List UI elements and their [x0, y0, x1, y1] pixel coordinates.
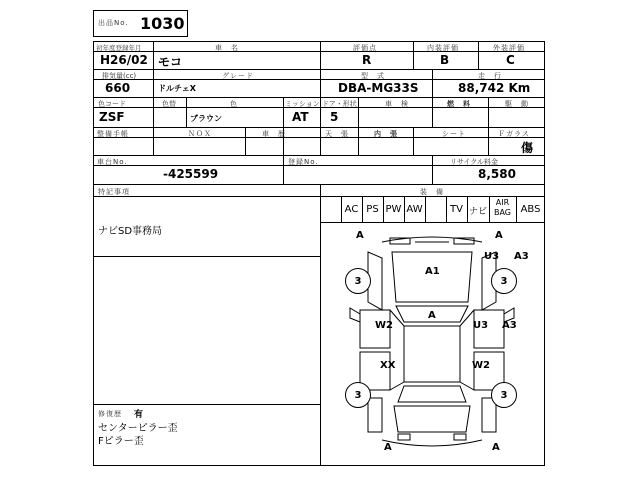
repair-history-value: 有 [134, 410, 144, 420]
sunroof-label: 天 張 [325, 130, 349, 138]
doors-value: 5 [330, 110, 339, 124]
doors-label: ドア・形状 [322, 100, 357, 108]
lot-number: 1030 [140, 14, 185, 33]
fglass-label: Ｆガラス [498, 130, 530, 138]
transmission-label: ミッション [285, 100, 320, 108]
color-value: ブラウン [190, 114, 222, 123]
car-name-label: 車 名 [215, 44, 239, 52]
mark-front-right-fender-1: U3 [484, 251, 500, 262]
recycle-fee-label: リサイクル料金 [450, 158, 499, 166]
mileage-value: 88,742 Km [458, 81, 531, 95]
inspection-label: 車 検 [385, 100, 409, 108]
grade-value: ドルチェX [158, 84, 196, 93]
model-label: 型 式 [361, 72, 385, 80]
mark-rear-left: A [384, 442, 392, 453]
chassis-no-value: -425599 [163, 167, 219, 181]
transmission-value: AT [292, 110, 309, 124]
chassis-no-label: 車台No. [97, 158, 128, 166]
fuel-label: 燃 料 [447, 100, 471, 108]
interior-label: 内 張 [374, 130, 398, 138]
repair-note-2: Fピラー歪 [98, 436, 144, 447]
mark-hood: A1 [425, 266, 440, 277]
displacement-label: 排気量(cc) [102, 72, 137, 80]
tire-rear-right: 3 [491, 382, 517, 408]
mileage-label: 走 行 [478, 72, 502, 80]
color-label: 色 [230, 100, 238, 108]
repair-history-label: 修復歴 [98, 410, 122, 418]
mark-front-right: A [495, 230, 503, 241]
mark-rear-right: A [492, 442, 500, 453]
equip-abs: ABS [520, 204, 541, 215]
drive-label: 駆 動 [505, 100, 529, 108]
color-code-label: 色コード [98, 100, 126, 108]
seat-label: シート [442, 130, 466, 138]
first-reg-label: 初年度登録年月 [96, 44, 142, 52]
eval-score-value: R [362, 53, 372, 67]
first-reg-value: H26/02 [100, 53, 148, 67]
interior-score-label: 内装評価 [427, 44, 459, 52]
equipment-label: 装 備 [420, 188, 444, 196]
mark-left-front-door: W2 [375, 320, 393, 331]
interior-score-value: B [440, 53, 450, 67]
special-notes-line: ナビSD事務局 [98, 226, 163, 237]
model-value: DBA-MG33S [338, 81, 419, 95]
mark-roof: A [428, 310, 436, 321]
equip-tv: TV [450, 204, 463, 215]
mark-left-rear-door: XX [380, 360, 396, 371]
exterior-score-value: C [506, 53, 515, 67]
mark-right-front-door-1: U3 [473, 320, 489, 331]
repair-note-1: センターピラー歪 [98, 423, 178, 434]
mark-right-front-door-2: A3 [502, 320, 517, 331]
recycle-fee-value: 8,580 [478, 167, 516, 181]
equip-ps: PS [366, 204, 379, 215]
special-notes-label: 特記事項 [98, 188, 130, 196]
mark-right-rear-door: W2 [472, 360, 490, 371]
color-no-label: 色替 [162, 100, 176, 108]
mark-front-right-fender-2: A3 [514, 251, 529, 262]
fglass-value: 傷 [521, 141, 534, 155]
car-name-value: モコ [158, 55, 183, 69]
equip-aw: AW [406, 204, 423, 215]
displacement-value: 660 [105, 81, 131, 95]
car-diagram [320, 222, 545, 466]
tire-front-right: 3 [491, 268, 517, 294]
grade-label: グレード [222, 72, 254, 80]
exterior-score-label: 外装評価 [493, 44, 525, 52]
tire-front-left: 3 [345, 268, 371, 294]
reg-no-label: 登録No. [288, 158, 319, 166]
lot-number-label: 出品No. [98, 19, 129, 27]
tire-rear-left: 3 [345, 382, 371, 408]
equip-airbag: AIR BAG [493, 198, 512, 217]
equip-ac: AC [344, 204, 359, 215]
equip-pw: PW [385, 204, 402, 215]
manual-label: 整備手帳 [97, 130, 129, 138]
equip-navi: ナビ [468, 207, 487, 217]
nox-label: ＮＯＸ [188, 130, 212, 138]
mark-front-left: A [356, 230, 364, 241]
eval-score-label: 評価点 [353, 44, 377, 52]
color-code-value: ZSF [99, 110, 125, 124]
history-label: 車 歴 [262, 130, 286, 138]
